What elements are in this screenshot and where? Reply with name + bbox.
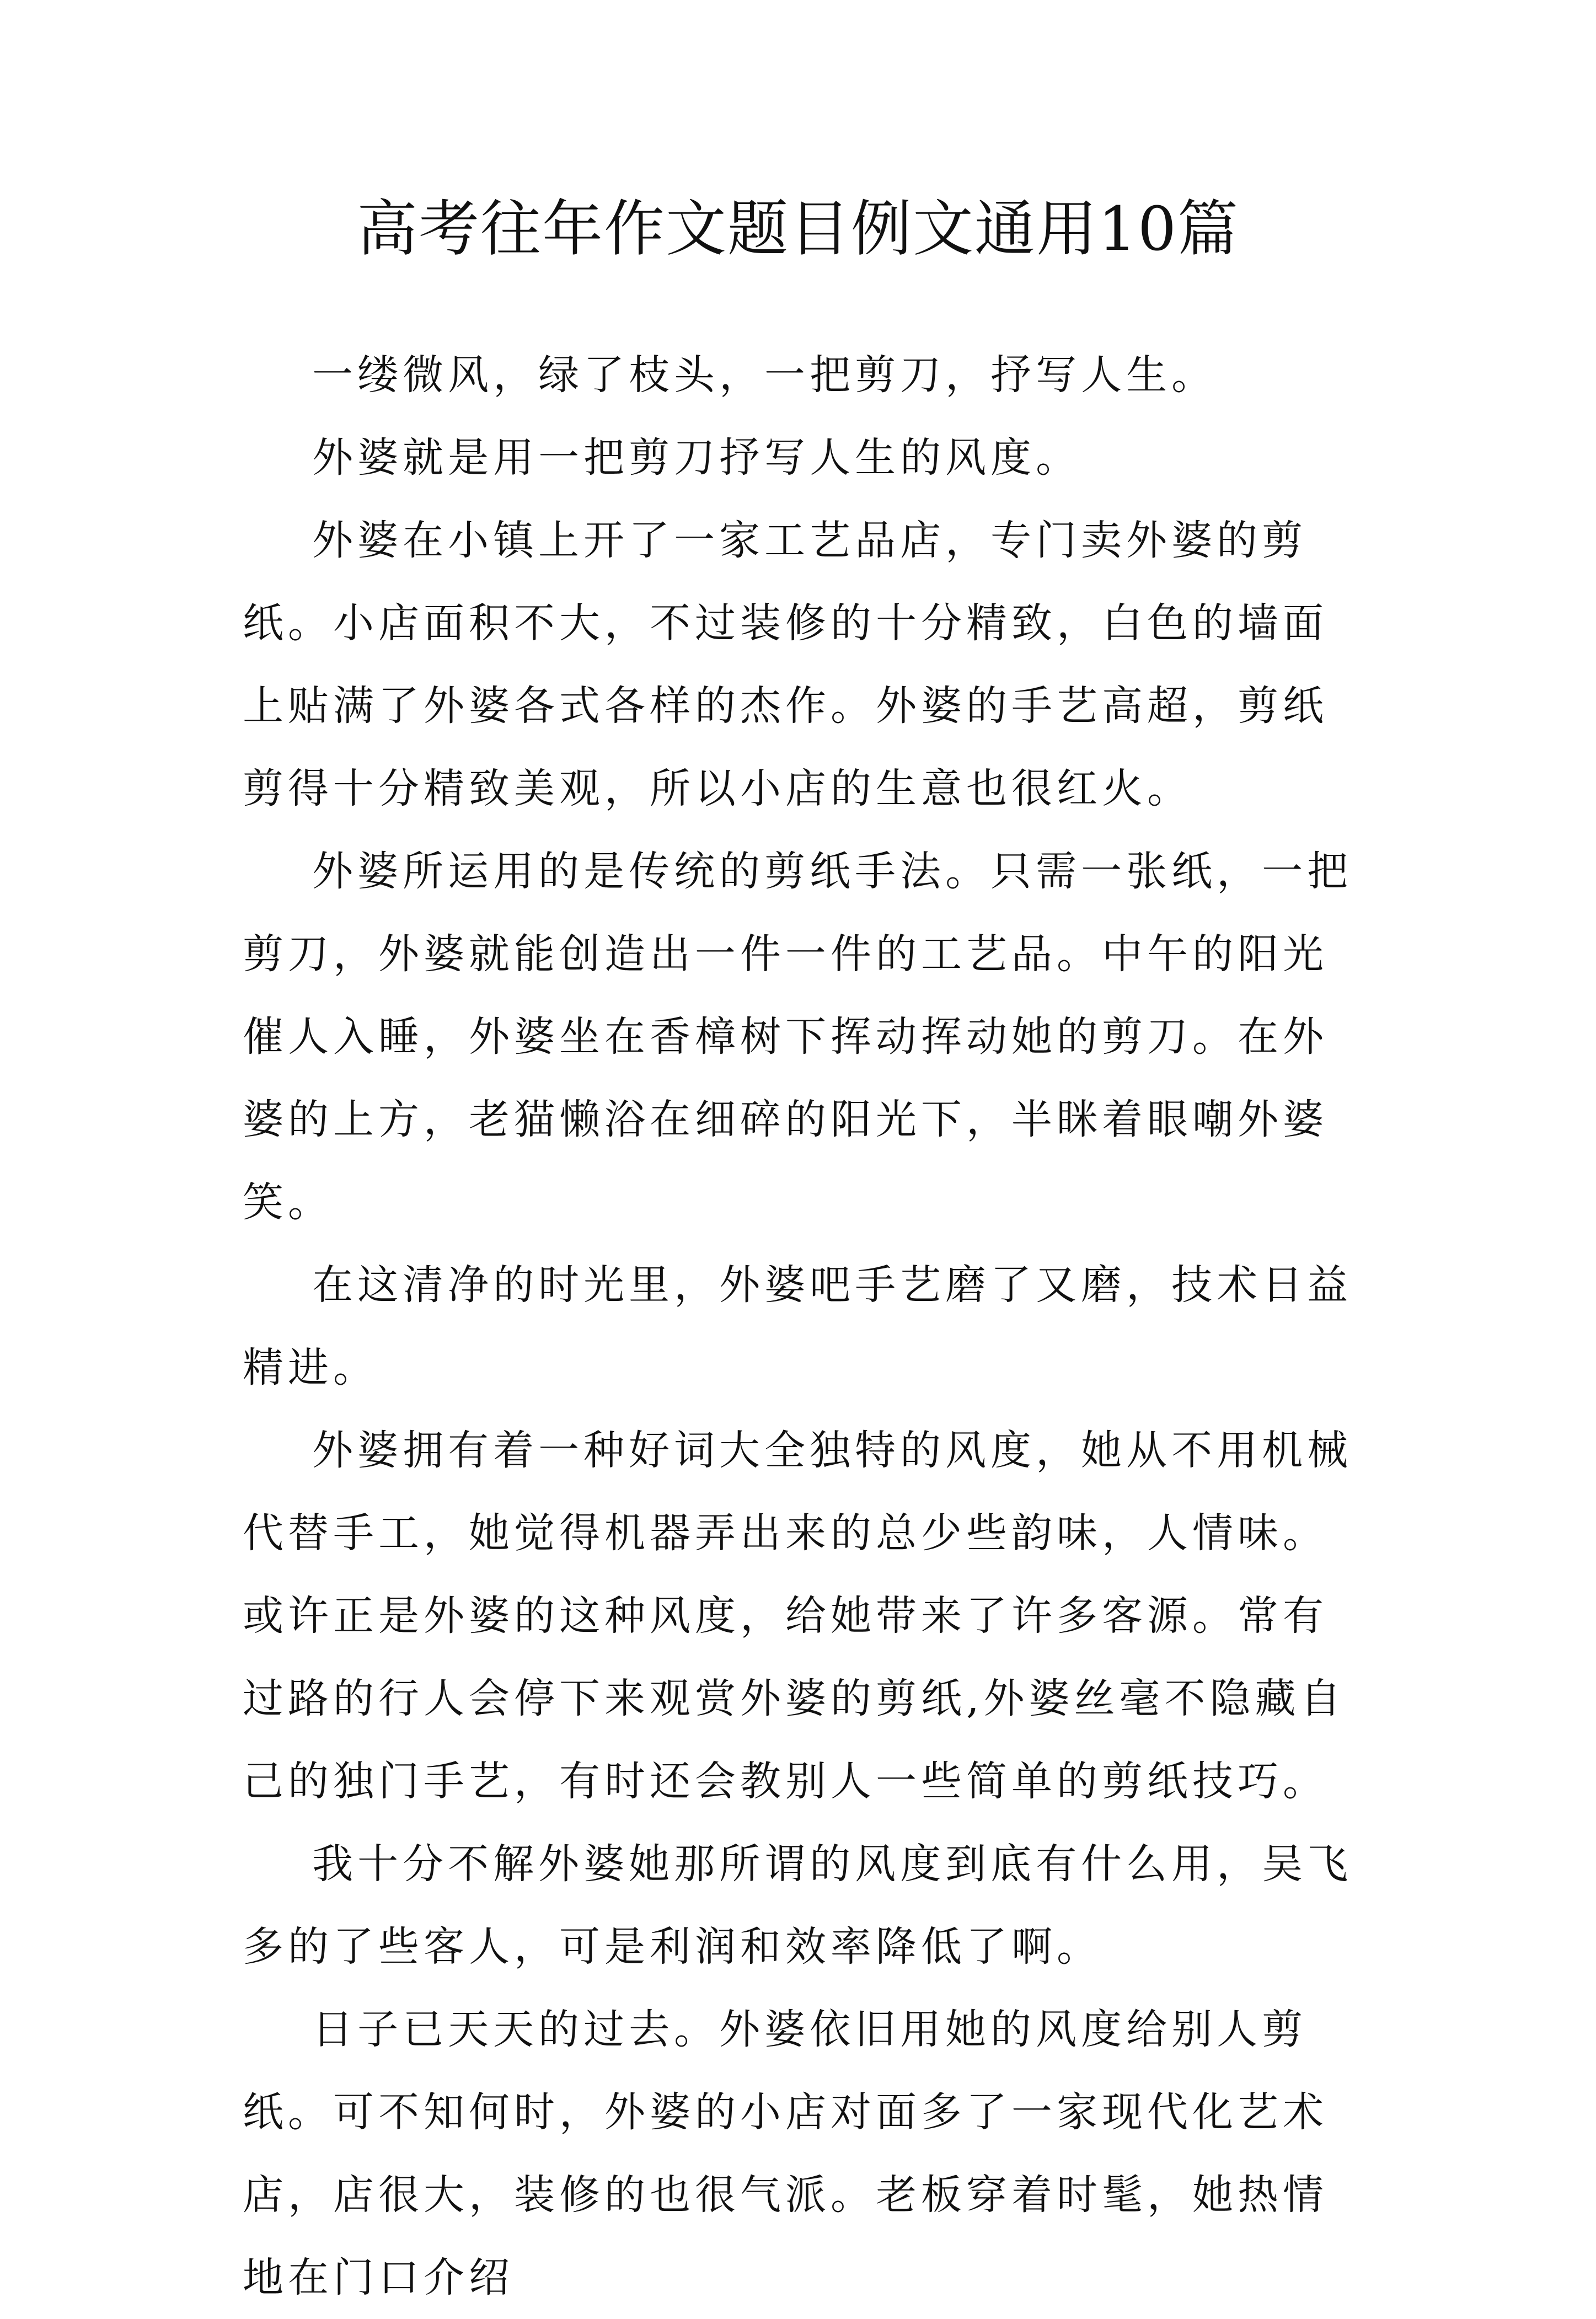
paragraph: 一缕微风，绿了枝头，一把剪刀，抒写人生。 [243, 351, 1217, 399]
paragraph: 外婆在小镇上开了一家工艺品店，专门卖外婆的剪纸。小店面积不大，不过装修的十分精致，白色的墙面上贴满了外婆各式各样的杰作。外婆的手艺高超，剪纸剪得十分精致美观，所以小店的生意也很红火。 [243, 517, 1328, 812]
paragraph: 外婆拥有着一种好词大全独特的风度，她从不用机械代替手工，她觉得机器弄出来的总少些韵味，人情味。或许正是外婆的这种风度，给她带来了许多客源。常有过路的行人会停下来观赏外婆的剪纸,外婆丝毫不隐藏自己的独门手艺，有时还会教别人一些简单的剪纸技巧。 [243, 1427, 1353, 1805]
paragraph: 外婆所运用的是传统的剪纸手法。只需一张纸，一把剪刀，外婆就能创造出一件一件的工艺品。中午的阳光催人入睡，外婆坐在香樟树下挥动挥动她的剪刀。在外婆的上方，老猫懒浴在细碎的阳光下，半眯着眼嘲外婆笑。 [243, 848, 1353, 1226]
paragraph: 日子已天天的过去。外婆依旧用她的风度给别人剪纸。可不知何时，外婆的小店对面多了一家现代化艺术店，店很大，装修的也很气派。老板穿着时髦，她热情地在门口介绍 [243, 2006, 1328, 2301]
document-body [243, 334, 1368, 2319]
paragraph: 在这清净的时光里，外婆吧手艺磨了又磨，技术日益精进。 [243, 1261, 1353, 1391]
document-title: 高考往年作文题目例文通用10篇 [357, 194, 1239, 264]
paragraph: 外婆就是用一把剪刀抒写人生的风度。 [243, 434, 1081, 481]
paragraph: 我十分不解外婆她那所谓的风度到底有什么用，吴飞多的了些客人，可是利润和效率降低了啊。 [243, 1840, 1353, 1970]
